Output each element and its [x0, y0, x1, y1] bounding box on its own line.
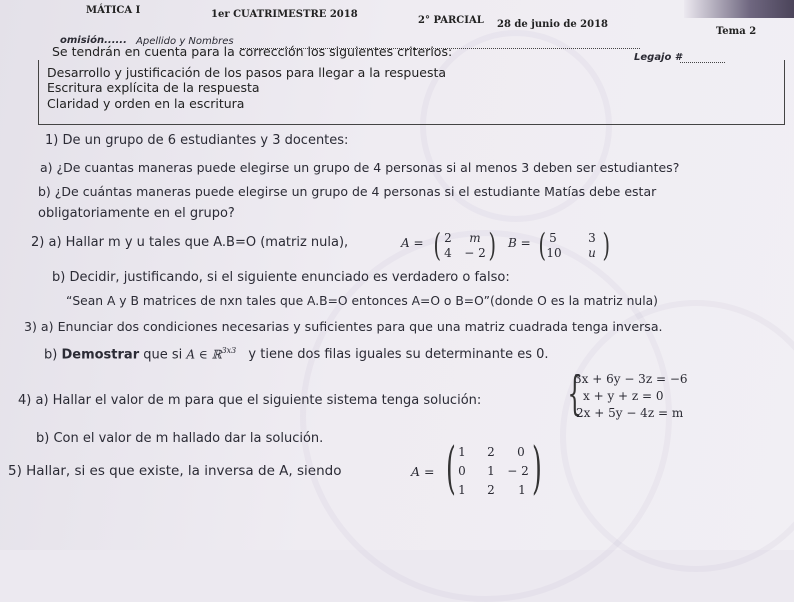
- question-4a: 4) a) Hallar el valor de m para que el siguiente sistema tenga solución:: [18, 393, 482, 408]
- question-3b-set: A ∈ ℝ: [186, 347, 222, 362]
- matrix-5-cell: 1: [458, 445, 466, 459]
- question-3b-rest: y tiene dos filas iguales su determinante es 0.: [248, 347, 549, 363]
- matrix-b-cell: 10: [546, 246, 562, 260]
- matrix-b-right-paren: ): [602, 226, 610, 264]
- matrix-5-cell: − 2: [507, 464, 529, 478]
- commission-text: omisión: [60, 35, 105, 46]
- theme-label: Tema 2: [716, 26, 757, 37]
- question-1b-line2: obligatoriamente en el grupo?: [38, 206, 235, 221]
- question-5: 5) Hallar, si es que existe, la inversa de A, siendo: [8, 463, 342, 479]
- system-equation: x + y + z = 0: [583, 389, 664, 403]
- question-3b-dim: 3x3: [221, 346, 237, 355]
- matrix-a-cell: 4: [444, 246, 452, 260]
- university-logo: [684, 0, 794, 18]
- criteria-item: Escritura explícita de la respuesta: [47, 80, 260, 95]
- question-3b-demostrar: Demostrar: [61, 347, 140, 363]
- matrix-5-left-paren: (: [446, 436, 456, 501]
- question-3a: 3) a) Enunciar dos condiciones necesarias y suficientes para que una matriz cuadrada tenga inversa.: [24, 319, 663, 334]
- subject-title: MÁTICA I: [86, 5, 141, 16]
- criteria-item: Desarrollo y justificación de los pasos para llegar a la respuesta: [47, 65, 447, 80]
- question-3b-mid: que si: [143, 347, 183, 363]
- term-label: 1er CUATRIMESTRE 2018: [211, 9, 358, 20]
- name-label: Apellido y Nombres: [136, 36, 234, 47]
- matrix-a-cell: 2: [444, 231, 452, 245]
- matrix-5-label: A =: [411, 464, 435, 479]
- matrix-5-cell: 1: [487, 464, 495, 478]
- matrix-b-label: B =: [508, 236, 531, 250]
- question-3b: [44, 346, 549, 362]
- criteria-intro: Se tendrán en cuenta para la corrección los siguientes criterios:: [52, 44, 453, 59]
- matrix-a-right-paren: ): [488, 226, 496, 264]
- matrix-5-cell: 0: [458, 464, 466, 478]
- matrix-a-label: A =: [401, 236, 424, 250]
- question-1-stem: 1) De un grupo de 6 estudiantes y 3 docentes:: [45, 133, 349, 148]
- legajo-label: Legajo #: [634, 52, 682, 63]
- question-2a: 2) a) Hallar m y u tales que A.B=O (matriz nula),: [31, 235, 349, 250]
- matrix-a-left-paren: (: [433, 226, 441, 264]
- matrix-a-cell: − 2: [464, 246, 486, 260]
- matrix-5-right-paren: ): [532, 436, 542, 501]
- matrix-5-cell: 1: [518, 483, 526, 497]
- criteria-item: Claridad y orden en la escritura: [47, 96, 245, 111]
- question-1b-line1: b) ¿De cuántas maneras puede elegirse un grupo de 4 personas si el estudiante Matías debe estar: [38, 184, 657, 199]
- matrix-5-cell: 0: [517, 445, 525, 459]
- question-1a: a) ¿De cuantas maneras puede elegirse un grupo de 4 personas si al menos 3 deben ser estudiantes?: [40, 160, 680, 175]
- system-equation: 2x + 5y − 4z = m: [576, 406, 684, 420]
- question-2b-statement: “Sean A y B matrices de nxn tales que A.B=O entonces A=O o B=O”(donde O es la matriz nula): [66, 294, 658, 308]
- exam-label: 2° PARCIAL: [418, 15, 484, 26]
- question-4b: b) Con el valor de m hallado dar la solución.: [36, 431, 324, 446]
- question-3b-prefix: b): [44, 347, 58, 363]
- matrix-5-cell: 2: [487, 483, 495, 497]
- matrix-b-left-paren: (: [538, 226, 546, 264]
- system-brace: {: [567, 366, 582, 420]
- matrix-b-cell: 3: [588, 231, 596, 245]
- question-2b: b) Decidir, justificando, si el siguiente enunciado es verdadero o falso:: [52, 270, 510, 285]
- matrix-b-cell: 5: [549, 231, 557, 245]
- matrix-b-cell: u: [588, 246, 596, 260]
- exam-date: 28 de junio de 2018: [497, 19, 609, 30]
- matrix-a-cell: m: [469, 231, 481, 245]
- matrix-5-cell: 1: [458, 483, 466, 497]
- matrix-5-cell: 2: [487, 445, 495, 459]
- system-equation: 3x + 6y − 3z = −6: [574, 372, 688, 386]
- commission-dots: ......: [104, 35, 127, 46]
